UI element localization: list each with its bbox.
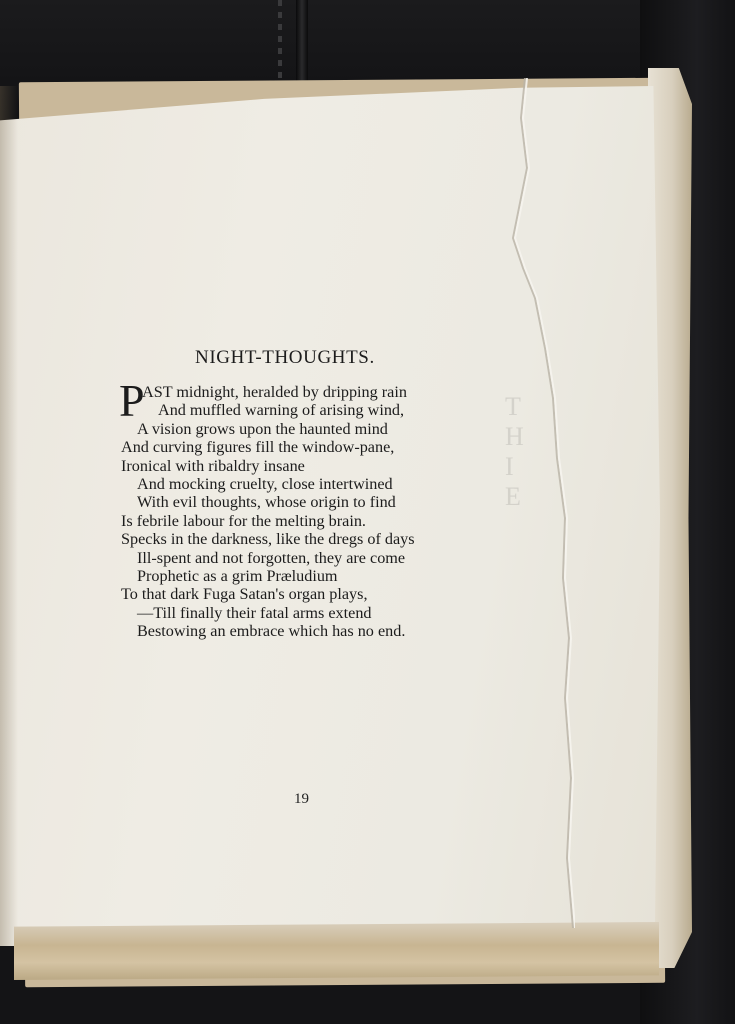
poem-line: Prophetic as a grim Præludium — [137, 566, 338, 585]
gutter-shadow — [0, 86, 18, 946]
poem-line: —Till finally their fatal arms extend — [137, 603, 372, 622]
poem-line: And muffled warning of arising wind, — [158, 401, 405, 420]
aged-bottom-edge — [14, 922, 659, 980]
poem-line: With evil thoughts, whose origin to find — [137, 493, 396, 512]
poem-line: Bestowing an embrace which has no end. — [137, 622, 406, 641]
poem-body — [119, 375, 415, 641]
poem-line: And curving figures fill the window-pane, — [121, 438, 395, 457]
poem-line: And mocking cruelty, close intertwined — [137, 474, 393, 493]
poem-line: Ironical with ribaldry insane — [121, 456, 305, 475]
poem-line: Specks in the darkness, like the dregs of days — [121, 530, 415, 549]
poem-line: Ill-spent and not forgotten, they are come — [137, 548, 406, 567]
poem-line: A vision grows upon the haunted mind — [137, 419, 388, 438]
poem-line: To that dark Fuga Satan's organ plays, — [121, 585, 368, 604]
show-through-text: T H I E — [505, 392, 525, 511]
poem-line: P AST midnight, heralded by dripping rain — [119, 375, 407, 426]
poem-title: NIGHT-THOUGHTS. — [195, 347, 375, 368]
poem-line: Is febrile labour for the melting brain. — [121, 511, 366, 530]
drop-cap: P — [119, 375, 145, 426]
page-number: 19 — [294, 791, 309, 807]
